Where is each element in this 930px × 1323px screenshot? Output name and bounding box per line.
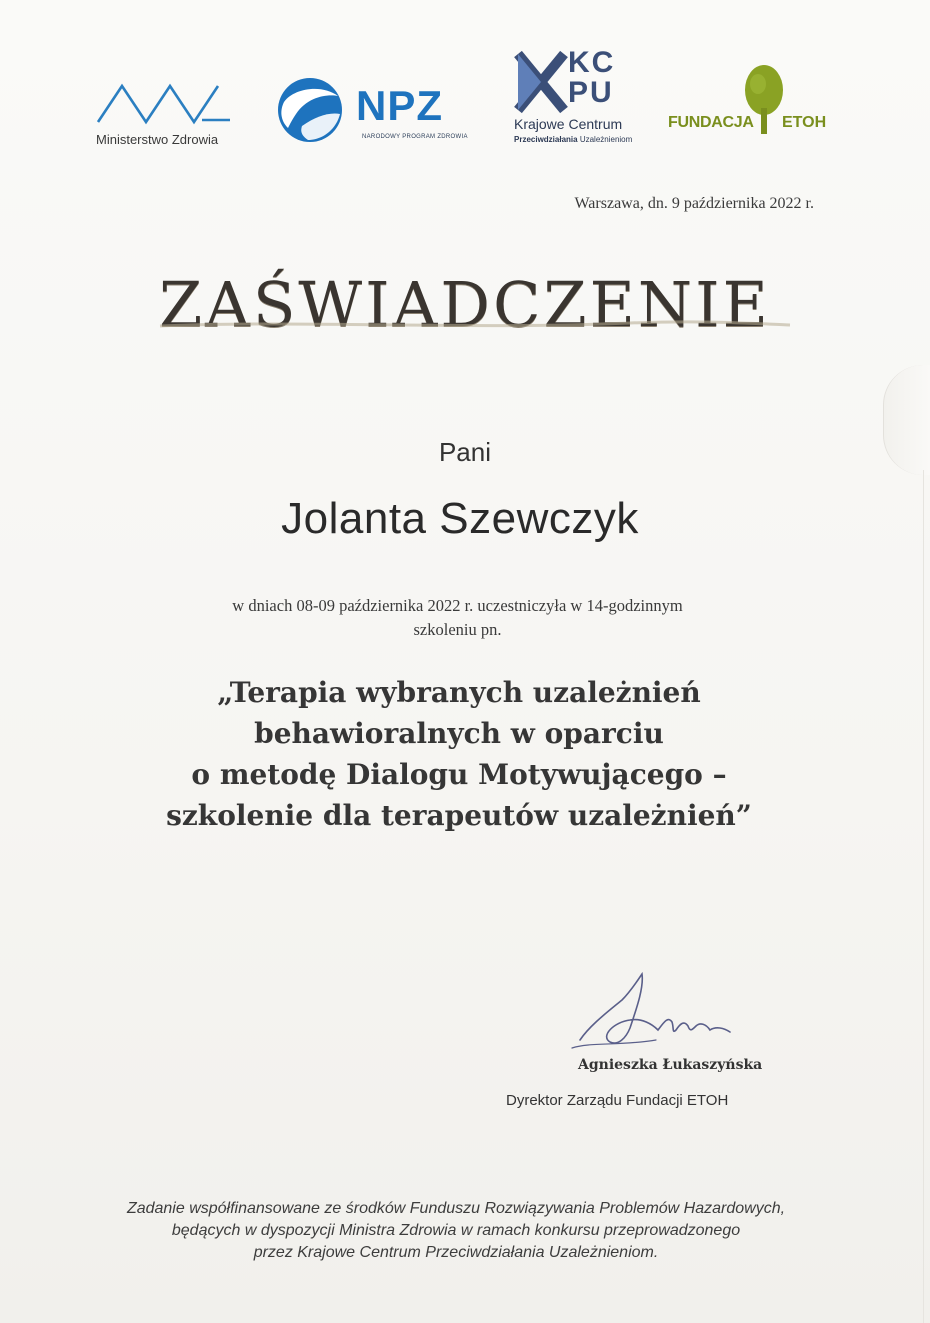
signer-role: Dyrektor Zarządu Fundacji ETOH — [506, 1092, 729, 1109]
paper-edge — [923, 470, 924, 1323]
salutation: Pani — [438, 437, 492, 467]
description-line: w dniach 08-09 października 2022 r. uczestniczyła w 14-godzinnym — [232, 596, 683, 615]
participation-description — [0, 594, 915, 642]
etoh-etoh-text: ETOH — [782, 114, 827, 131]
kcpu-cross-icon — [514, 50, 568, 114]
npz-globe-icon — [272, 74, 352, 150]
fundacja-etoh-logo — [664, 64, 834, 144]
title-swash-decoration — [150, 318, 800, 332]
issue-date: Warszawa, dn. 9 października 2022 r. — [574, 195, 814, 212]
course-title-line: behawioralnych w oparciu — [254, 717, 664, 750]
funding-note-line: Zadanie współfinansowane ze środków Funduszu Rozwiązywania Problemów Hazardowych, — [126, 1200, 786, 1217]
course-title-line: o metodę Dialogu Motywującego – — [191, 758, 727, 791]
kcpu-subtitle — [514, 135, 632, 144]
funding-note — [0, 1198, 912, 1264]
handwritten-signature — [560, 970, 760, 1060]
kcpu-sub-rest: Uzależnieniom — [577, 135, 633, 144]
course-title-line: „Terapia wybranych uzależnień — [217, 676, 701, 709]
course-title — [0, 672, 918, 836]
course-title-line: szkolenie dla terapeutów uzależnień” — [166, 799, 752, 832]
kcpu-line1: KC — [568, 46, 616, 79]
funding-note-line: przez Krajowe Centrum Przeciwdziałania Uzależnieniom. — [253, 1244, 659, 1261]
funding-note-line: będących w dyspozycji Ministra Zdrowia w ramach konkursu przeprowadzonego — [171, 1222, 741, 1239]
ministerstwo-zdrowia-logo — [94, 74, 244, 154]
mz-wave-icon — [96, 80, 236, 128]
npz-letters: NPZ — [356, 82, 443, 129]
npz-subtitle: NARODOWY PROGRAM ZDROWIA — [362, 134, 468, 140]
etoh-fundacja-text: FUNDACJA — [668, 114, 754, 131]
certificate-title: ZAŚWIADCZENIE — [159, 268, 771, 341]
recipient-name: Jolanta Szewczyk — [281, 494, 639, 543]
npz-logo — [272, 74, 482, 150]
signer-name: Agnieszka Łukaszyńska — [578, 1057, 763, 1073]
kcpu-logo — [512, 48, 652, 158]
kcpu-line2: PU — [568, 76, 614, 109]
description-line: szkoleniu pn. — [413, 620, 502, 639]
kcpu-sub-bold: Przeciwdziałania — [514, 135, 578, 144]
kcpu-name: Krajowe Centrum — [514, 116, 623, 132]
mz-caption: Ministerstwo Zdrowia — [96, 132, 219, 147]
